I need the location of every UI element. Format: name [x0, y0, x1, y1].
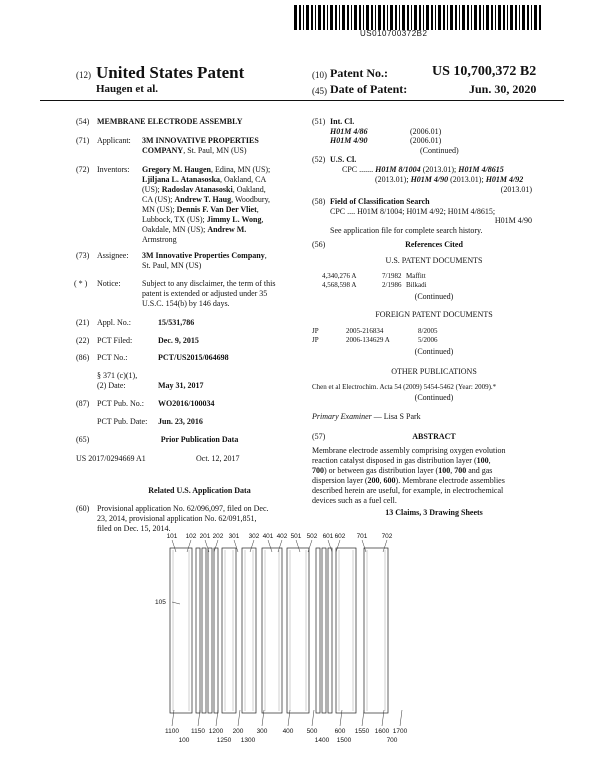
barcode-bar — [366, 5, 369, 30]
barcode-bar — [327, 5, 328, 30]
int-cl-2-date: (2006.01) — [410, 136, 442, 145]
pct-pub-no: WO2016/100034 — [158, 399, 215, 408]
authors: Haugen et al. — [96, 83, 159, 95]
bottom-label: 300 — [256, 728, 268, 735]
top-label: 301 — [228, 533, 240, 540]
barcode-bar — [519, 5, 520, 30]
code-45: (45) — [312, 86, 327, 96]
barcode-bar — [419, 5, 421, 30]
inventor-location: , — [261, 215, 264, 224]
bottom-label: 1700 — [392, 728, 408, 735]
field-22-code: (22) — [76, 336, 90, 345]
barcode-bar — [495, 5, 496, 30]
top-label: 302 — [248, 533, 260, 540]
us-ref-2-no: 4,568,598 A — [322, 281, 357, 289]
related-line3: filed on Dec. 15, 2014. — [97, 524, 171, 533]
bottom-label: 1300 — [240, 737, 256, 744]
bottom-label: 1500 — [336, 737, 352, 744]
barcode-bar — [527, 5, 529, 30]
field-search-line1: CPC .... H01M 8/1004; H01M 4/92; H01M 4/8615; — [330, 207, 496, 216]
field-52-code: (52) — [312, 155, 326, 164]
layer-rect — [170, 548, 192, 713]
inventor-name: Jimmy L. Wong — [206, 215, 262, 224]
kind-code-12: (12) — [76, 70, 91, 80]
layer-rect — [316, 548, 320, 713]
abstract-numeral: 700 — [312, 466, 324, 475]
bottom-label: 500 — [306, 728, 318, 735]
inventor-line — [142, 205, 302, 215]
us-ref-2-name: Bilkadi — [406, 281, 427, 289]
abstract-line — [312, 466, 562, 476]
top-label: 202 — [212, 533, 224, 540]
barcode-bar — [395, 5, 397, 30]
barcode-bar — [474, 5, 477, 30]
abstract-fragment: dispersion layer ( — [312, 476, 368, 485]
layer-rect — [328, 548, 332, 713]
us-patent-docs-title: U.S. PATENT DOCUMENTS — [385, 256, 483, 265]
prior-publication-title: Prior Publication Data — [160, 435, 239, 444]
abstract-line: Membrane electrode assembly comprising oxygen evolution — [312, 446, 506, 455]
abstract-line: described herein are useful, for example, in electrochemical — [312, 486, 504, 495]
barcode-bar — [515, 5, 517, 30]
barcode-number: US010700372B2 — [360, 29, 428, 38]
layer-rect — [287, 548, 309, 713]
top-label: 102 — [185, 533, 197, 540]
barcode-bar — [402, 5, 405, 30]
inventor-name: Dennis F. Van Der Vliet — [176, 205, 257, 214]
barcode-bar — [407, 5, 409, 30]
related-line2: 23, 2014, provisional application No. 62/091,851, — [97, 514, 257, 523]
us-cl-cpc: CPC ....... — [342, 165, 374, 174]
barcode-bar — [510, 5, 513, 30]
barcode-bar — [531, 5, 532, 30]
barcode-bar — [507, 5, 508, 30]
inventor-line — [142, 195, 302, 205]
inventor-location: , Woodbury, — [231, 195, 271, 204]
field-21-code: (21) — [76, 318, 90, 327]
barcode-bar — [363, 5, 364, 30]
abstract-fragment: ) or between gas distribution layer ( — [324, 466, 439, 475]
barcode-bar — [450, 5, 453, 30]
bottom-label: 200 — [232, 728, 244, 735]
appl-no-label: Appl. No.: — [97, 318, 131, 327]
top-label: 401 — [262, 533, 274, 540]
notice-line1: Subject to any disclaimer, the term of this — [142, 279, 276, 288]
code-10: (10) — [312, 70, 327, 80]
header-rule — [40, 100, 564, 101]
layer-rect — [208, 548, 212, 713]
field-73-code: (73) — [76, 251, 90, 260]
inventor-location: Lubbock, TX (US); — [142, 215, 207, 224]
top-label: 701 — [356, 533, 368, 540]
bottom-label: 1550 — [354, 728, 370, 735]
inventor-name: Andrew M. — [207, 225, 247, 234]
bottom-label: 1250 — [216, 737, 232, 744]
field-71-code: (71) — [76, 136, 90, 145]
bottom-label: 1150 — [191, 728, 205, 735]
applicant-label: Applicant: — [97, 136, 131, 145]
inventor-line — [142, 235, 302, 245]
barcode-bar — [315, 5, 316, 30]
prior-publication-date: Oct. 12, 2017 — [196, 454, 240, 463]
top-label: 101 — [166, 533, 178, 540]
barcode-bar — [534, 5, 537, 30]
related-data-title: Related U.S. Application Data — [148, 486, 251, 495]
layer-rect — [364, 548, 388, 713]
us-cl-a2: (2013.01); — [420, 165, 459, 174]
barcode — [292, 5, 542, 30]
us-cl-d: H01M 4/90 — [410, 175, 449, 184]
notice-label: Notice: — [97, 279, 121, 288]
other-publications-continued: (Continued) — [414, 393, 454, 402]
field-65-code: (65) — [76, 435, 90, 444]
barcode-bar — [342, 5, 345, 30]
section-371-date-label: (2) Date: — [97, 381, 126, 390]
int-cl-continued: (Continued) — [420, 146, 459, 155]
abstract-numeral: 100 — [438, 466, 451, 475]
us-cl-g: (2013.01) — [500, 185, 532, 194]
abstract-fragment: and gas — [466, 466, 493, 475]
references-cited-title: References Cited — [405, 240, 463, 249]
barcode-bar — [471, 5, 472, 30]
pct-no-label: PCT No.: — [97, 353, 128, 362]
inventor-location: Armstrong — [142, 235, 177, 244]
layer-rect — [322, 548, 326, 713]
barcode-bar — [459, 5, 460, 30]
patent-office-title: United States Patent — [96, 63, 245, 82]
inventor-location: , — [256, 205, 259, 214]
barcode-bar — [414, 5, 417, 30]
barcode-bar — [435, 5, 436, 30]
barcode-bar — [383, 5, 385, 30]
barcode-bar — [306, 5, 309, 30]
us-ref-2-date: 2/1986 — [382, 281, 402, 289]
bottom-label: 600 — [334, 728, 346, 735]
abstract-title: ABSTRACT — [412, 432, 456, 441]
pct-filed-label: PCT Filed: — [97, 336, 133, 345]
primary-examiner-label: Primary Examiner — [312, 412, 372, 421]
us-cl-f: H01M 4/92 — [485, 175, 524, 184]
foreign-ref-1-no: 2005-216834 — [346, 327, 384, 335]
inventor-name: Radoslav Atanasoski — [161, 185, 233, 194]
barcode-bar — [483, 5, 484, 30]
patent-number: US 10,700,372 B2 — [432, 64, 537, 79]
layer-rect — [196, 548, 200, 713]
barcode-bar — [335, 5, 337, 30]
abstract-numeral: 600 — [383, 476, 396, 485]
inventor-location: , Edina, MN (US); — [210, 165, 271, 174]
abstract-fragment: , — [450, 466, 455, 475]
abstract-numeral: 200 — [367, 476, 380, 485]
leader-line — [400, 710, 402, 726]
bottom-label: 400 — [282, 728, 294, 735]
barcode-bar — [411, 5, 412, 30]
field-86-code: (86) — [76, 353, 90, 362]
int-cl-2: H01M 4/90 — [330, 136, 368, 145]
top-label: 702 — [381, 533, 393, 540]
inventors-label: Inventors: — [97, 165, 130, 174]
field-51-code: (51) — [312, 117, 326, 126]
foreign-ref-2-no: 2006-134629 A — [346, 336, 390, 344]
us-ref-1-date: 7/1982 — [382, 272, 402, 280]
related-line1: Provisional application No. 62/096,097, filed on Dec. — [97, 504, 269, 513]
inventor-location: , Oakland, — [232, 185, 266, 194]
field-87-code: (87) — [76, 399, 90, 408]
inventor-line — [142, 175, 302, 185]
int-cl-1-date: (2006.01) — [410, 127, 442, 136]
barcode-bar — [378, 5, 381, 30]
barcode-bar — [351, 5, 352, 30]
barcode-bar — [438, 5, 441, 30]
date-of-patent-label: Date of Patent: — [330, 82, 408, 96]
barcode-bar — [359, 5, 361, 30]
us-ref-1-no: 4,340,276 A — [322, 272, 357, 280]
section-371: § 371 (c)(1), — [97, 371, 138, 380]
us-cl-label: U.S. Cl. — [330, 155, 357, 164]
barcode-image — [292, 5, 542, 30]
us-cl-line1 — [342, 165, 504, 175]
leader-line — [312, 710, 314, 726]
section-371-date: May 31, 2017 — [158, 381, 204, 390]
us-refs-continued: (Continued) — [414, 292, 454, 301]
barcode-bar — [455, 5, 457, 30]
barcode-bar — [423, 5, 424, 30]
barcode-bar — [294, 5, 297, 30]
prior-publication-number: US 2017/0294669 A1 — [76, 454, 146, 463]
top-label: 502 — [306, 533, 318, 540]
inventor-name: Andrew T. Haug — [174, 195, 232, 204]
pct-pub-no-label: PCT Pub. No.: — [97, 399, 144, 408]
foreign-ref-1-date: 8/2005 — [418, 327, 438, 335]
abstract-line — [312, 476, 562, 486]
foreign-refs-continued: (Continued) — [414, 347, 454, 356]
assignee-label: Assignee: — [97, 251, 129, 260]
appl-no: 15/531,786 — [158, 318, 195, 327]
barcode-bar — [323, 5, 325, 30]
top-label: 201 — [199, 533, 211, 540]
barcode-bar — [426, 5, 429, 30]
bottom-label: 1400 — [314, 737, 330, 744]
pct-no: PCT/US2015/064698 — [158, 353, 229, 362]
inventor-line — [142, 215, 302, 225]
foreign-ref-2-date: 5/2006 — [418, 336, 438, 344]
abstract-line — [312, 456, 562, 466]
applicant-line1: 3M INNOVATIVE PROPERTIES — [142, 136, 259, 145]
bottom-label: 1200 — [208, 728, 224, 735]
barcode-bar — [303, 5, 304, 30]
barcode-bar — [479, 5, 481, 30]
assignee-sep: , — [264, 251, 267, 260]
leader-line — [308, 540, 312, 552]
inventor-location: , Oakland, CA — [220, 175, 267, 184]
barcode-bar — [503, 5, 505, 30]
int-cl-1: H01M 4/86 — [330, 127, 368, 136]
abstract-numeral: 700 — [454, 466, 467, 475]
inventor-name: Gregory M. Haugen — [142, 165, 211, 174]
invention-title: MEMBRANE ELECTRODE ASSEMBLY — [97, 117, 243, 126]
field-54-code: (54) — [76, 117, 90, 126]
abstract-fragment: reaction catalyst disposed in gas distribution layer ( — [312, 456, 477, 465]
barcode-bar — [387, 5, 388, 30]
abstract-numeral: 100 — [476, 456, 489, 465]
bottom-label: 100 — [178, 737, 190, 744]
barcode-bar — [498, 5, 501, 30]
us-cl-a: H01M 8/1004 — [375, 165, 421, 174]
assignee-line1 — [142, 251, 267, 261]
barcode-bar — [431, 5, 433, 30]
applicant-location: , St. Paul, MN (US) — [183, 146, 247, 155]
drawing-figure — [150, 528, 450, 768]
barcode-bar — [462, 5, 465, 30]
abstract-text — [312, 446, 562, 506]
abstract-fragment: ). Membrane electrode assemblies — [395, 476, 505, 485]
applicant-line2 — [142, 146, 247, 156]
inventor-location: CA (US); — [142, 195, 175, 204]
barcode-bar — [522, 5, 525, 30]
pct-pub-date: Jun. 23, 2016 — [158, 417, 203, 426]
field-58-code: (58) — [312, 197, 326, 206]
us-cl-line2 — [375, 175, 523, 185]
field-60-code: (60) — [76, 504, 90, 513]
assignee-location: St. Paul, MN (US) — [142, 261, 202, 270]
us-cl-e: (2013.01); — [448, 175, 486, 184]
abstract-fragment: , — [379, 476, 384, 485]
inventors-list — [142, 165, 302, 245]
barcode-bar — [447, 5, 448, 30]
layer-rect — [242, 548, 256, 713]
layer-rect — [214, 548, 218, 713]
primary-examiner — [312, 412, 421, 422]
bottom-label: 700 — [386, 737, 398, 744]
barcode-bar — [354, 5, 357, 30]
notice-code: ( * ) — [74, 279, 88, 288]
top-label: 602 — [334, 533, 346, 540]
barcode-bar — [443, 5, 445, 30]
barcode-bar — [486, 5, 489, 30]
layer-rect — [222, 548, 236, 713]
top-label: 601 — [322, 533, 334, 540]
foreign-patent-docs-title: FOREIGN PATENT DOCUMENTS — [375, 310, 493, 319]
pct-pub-date-label: PCT Pub. Date: — [97, 417, 148, 426]
abstract-line: devices such as a fuel cell. — [312, 496, 397, 505]
inventor-location: MN (US); — [142, 205, 177, 214]
top-label: 501 — [290, 533, 302, 540]
date-of-patent: Jun. 30, 2020 — [469, 82, 537, 96]
barcode-bar — [390, 5, 393, 30]
us-cl-b: H01M 4/8615 — [458, 165, 504, 174]
claims-summary: 13 Claims, 3 Drawing Sheets — [385, 508, 483, 517]
barcode-bar — [311, 5, 313, 30]
inventor-line — [142, 165, 302, 175]
us-ref-1-name: Maffitt — [406, 272, 426, 280]
primary-examiner-name: — Lisa S Park — [371, 412, 421, 421]
inventor-line — [142, 225, 302, 235]
field-57-code: (57) — [312, 432, 326, 441]
barcode-bar — [399, 5, 400, 30]
barcode-bar — [375, 5, 376, 30]
barcode-bar — [467, 5, 469, 30]
other-publication-1: Chen et al Electrochim. Acta 54 (2009) 5454-5462 (Year: 2009).* — [312, 383, 497, 391]
layer-rect — [202, 548, 206, 713]
inventor-name: Ljiljana L. Atanasoska — [142, 175, 221, 184]
barcode-bar — [539, 5, 541, 30]
barcode-bar — [339, 5, 340, 30]
assignee-name: 3M Innovative Properties Company — [142, 251, 265, 260]
barcode-bar — [491, 5, 493, 30]
bottom-label: 1600 — [374, 728, 390, 735]
field-search-line2: H01M 4/90 — [494, 216, 532, 225]
field-72-code: (72) — [76, 165, 90, 174]
left-label: 105 — [155, 599, 166, 606]
top-label: 402 — [276, 533, 288, 540]
us-cl-c: (2013.01); — [375, 175, 411, 184]
other-publications-title: OTHER PUBLICATIONS — [391, 367, 477, 376]
patent-no-label: Patent No.: — [330, 66, 388, 80]
inventor-line — [142, 185, 302, 195]
field-search-label: Field of Classification Search — [330, 197, 430, 206]
applicant-company: COMPANY — [142, 146, 184, 155]
inventor-location: Oakdale, MN (US); — [142, 225, 208, 234]
leader-line — [362, 710, 364, 726]
bottom-label: 1100 — [165, 728, 179, 735]
inventor-location: (US); — [142, 185, 162, 194]
field-56-code: (56) — [312, 240, 326, 249]
leader-line — [238, 710, 240, 726]
barcode-bar — [347, 5, 349, 30]
field-search-line3: See application file for complete search history. — [330, 226, 483, 235]
barcode-bar — [318, 5, 321, 30]
barcode-bar — [371, 5, 373, 30]
foreign-ref-2-country: JP — [312, 336, 319, 344]
barcode-bar — [330, 5, 333, 30]
foreign-ref-1-country: JP — [312, 327, 319, 335]
abstract-fragment: , — [488, 456, 491, 465]
notice-line2: patent is extended or adjusted under 35 — [142, 289, 268, 298]
notice-line3: U.S.C. 154(b) by 146 days. — [142, 299, 230, 308]
int-cl-label: Int. Cl. — [330, 117, 355, 126]
pct-filed: Dec. 9, 2015 — [158, 336, 199, 345]
barcode-bar — [299, 5, 301, 30]
